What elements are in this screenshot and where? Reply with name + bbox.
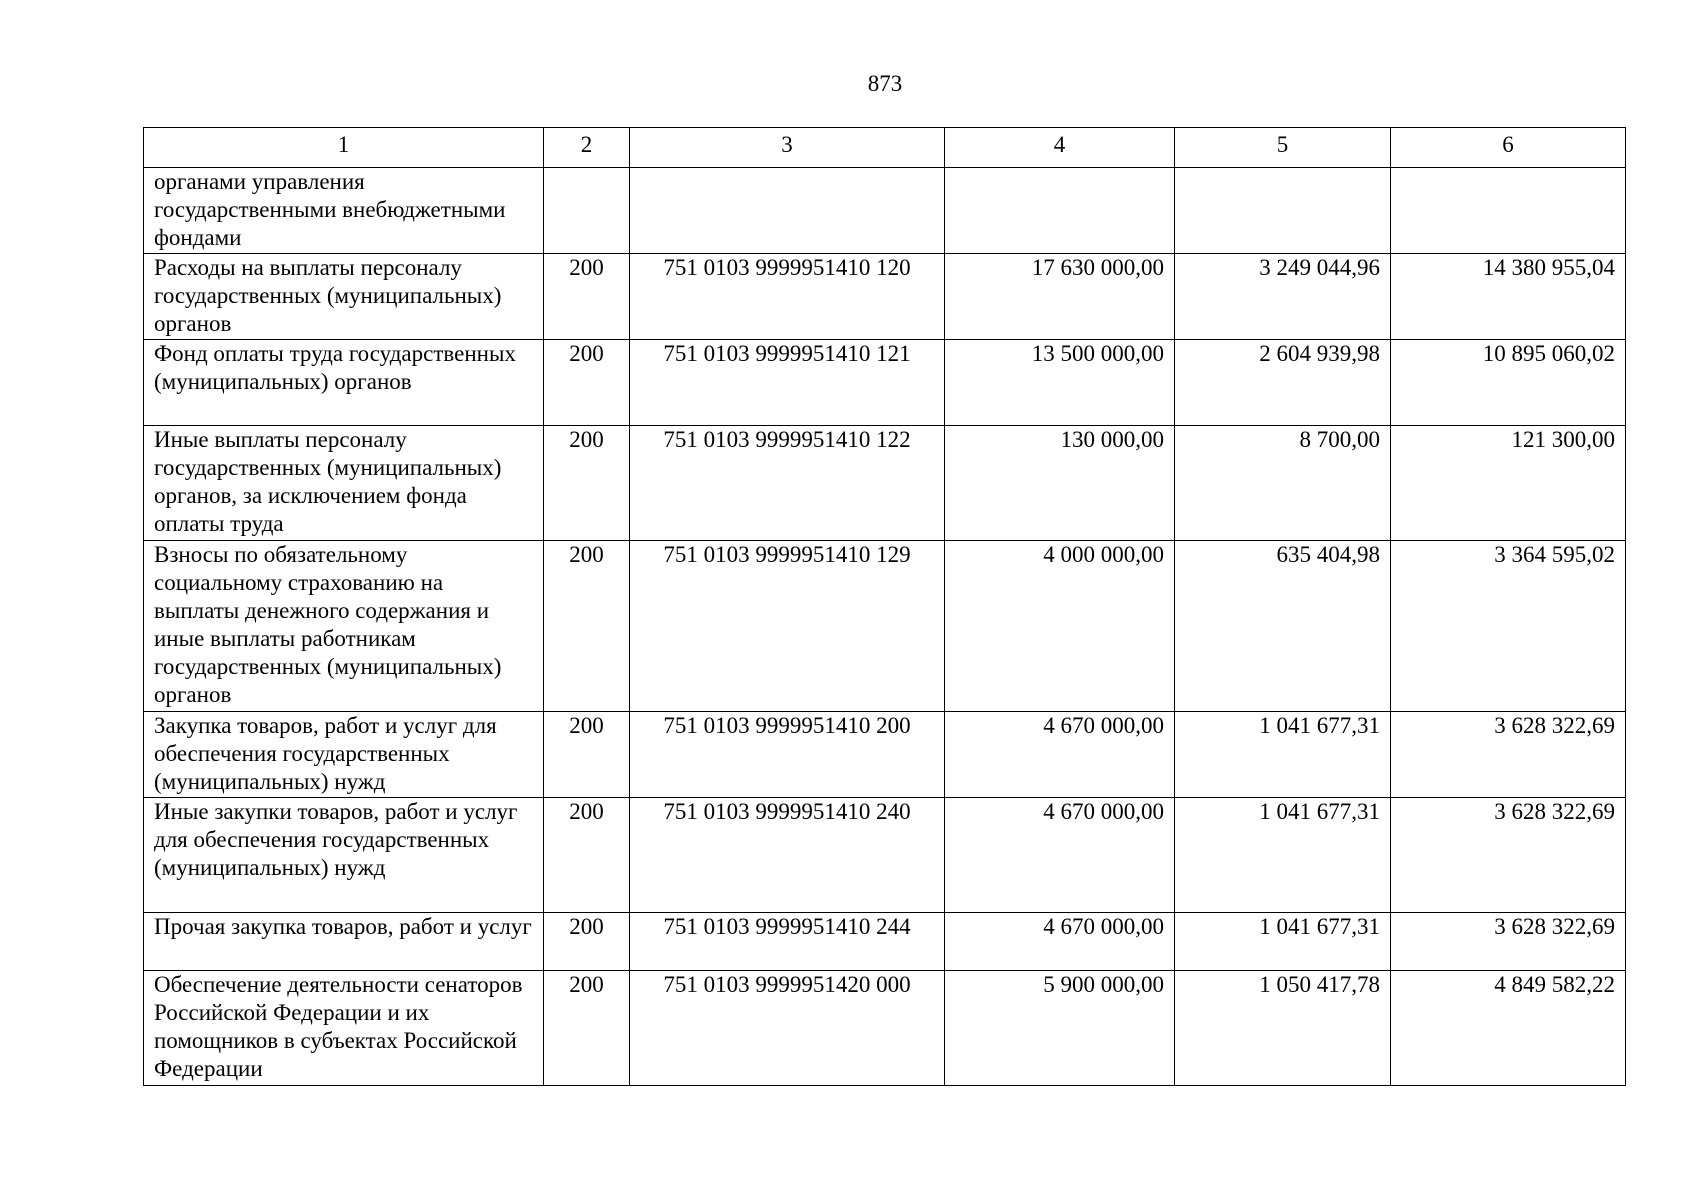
row-unexecuted: 10 895 060,02 (1391, 340, 1626, 426)
column-header-3: 3 (630, 128, 945, 168)
column-header-4: 4 (945, 128, 1175, 168)
row-name: Иные выплаты персоналу государственных (муниципальных) органов, за исключением фонда оплаты труда (144, 426, 544, 541)
row-executed: 1 041 677,31 (1175, 913, 1391, 971)
row-name: Взносы по обязательному социальному страхованию на выплаты денежного содержания и иные выплаты работникам государственных (муниципальных) органов (144, 541, 544, 712)
table-row (144, 168, 1626, 254)
row-unexecuted: 14 380 955,04 (1391, 254, 1626, 340)
row-approved: 4 670 000,00 (945, 798, 1175, 913)
table-row (144, 254, 1626, 340)
column-header-1: 1 (144, 128, 544, 168)
row-unexecuted: 3 364 595,02 (1391, 541, 1626, 712)
table-row (144, 541, 1626, 712)
row-executed: 2 604 939,98 (1175, 340, 1391, 426)
row-line-code: 200 (544, 426, 630, 541)
row-budget-code: 751 0103 9999951410 120 (630, 254, 945, 340)
column-number-row (144, 128, 1626, 168)
column-header-2: 2 (544, 128, 630, 168)
row-line-code: 200 (544, 913, 630, 971)
row-line-code: 200 (544, 541, 630, 712)
row-name: Прочая закупка товаров, работ и услуг (144, 913, 544, 971)
row-budget-code: 751 0103 9999951410 129 (630, 541, 945, 712)
row-executed: 1 041 677,31 (1175, 712, 1391, 798)
row-name: органами управления государственными внебюджетными фондами (144, 168, 544, 254)
row-budget-code: 751 0103 9999951410 240 (630, 798, 945, 913)
row-budget-code: 751 0103 9999951410 121 (630, 340, 945, 426)
row-budget-code: 751 0103 9999951410 200 (630, 712, 945, 798)
row-executed: 8 700,00 (1175, 426, 1391, 541)
row-name: Расходы на выплаты персоналу государственных (муниципальных) органов (144, 254, 544, 340)
row-approved: 4 670 000,00 (945, 913, 1175, 971)
row-budget-code (630, 168, 945, 254)
row-name: Иные закупки товаров, работ и услуг для обеспечения государственных (муниципальных) нужд (144, 798, 544, 913)
row-executed (1175, 168, 1391, 254)
table-row (144, 426, 1626, 541)
row-executed: 3 249 044,96 (1175, 254, 1391, 340)
row-line-code: 200 (544, 254, 630, 340)
row-unexecuted: 3 628 322,69 (1391, 798, 1626, 913)
row-executed: 1 041 677,31 (1175, 798, 1391, 913)
row-approved: 4 670 000,00 (945, 712, 1175, 798)
row-approved: 130 000,00 (945, 426, 1175, 541)
page-number: 873 (867, 71, 903, 96)
row-name: Обеспечение деятельности сенаторов Российской Федерации и их помощников в субъектах Российской Федерации (144, 971, 544, 1086)
row-line-code (544, 168, 630, 254)
row-unexecuted: 3 628 322,69 (1391, 913, 1626, 971)
row-line-code: 200 (544, 712, 630, 798)
row-name: Фонд оплаты труда государственных (муниципальных) органов (144, 340, 544, 426)
row-approved: 17 630 000,00 (945, 254, 1175, 340)
row-budget-code: 751 0103 9999951420 000 (630, 971, 945, 1086)
row-executed: 635 404,98 (1175, 541, 1391, 712)
row-executed: 1 050 417,78 (1175, 971, 1391, 1086)
row-approved: 13 500 000,00 (945, 340, 1175, 426)
table-row (144, 798, 1626, 913)
row-line-code: 200 (544, 340, 630, 426)
column-header-6: 6 (1391, 128, 1626, 168)
row-approved: 4 000 000,00 (945, 541, 1175, 712)
table-row (144, 971, 1626, 1086)
row-unexecuted: 4 849 582,22 (1391, 971, 1626, 1086)
column-header-5: 5 (1175, 128, 1391, 168)
table-row (144, 913, 1626, 971)
row-unexecuted (1391, 168, 1626, 254)
row-unexecuted: 3 628 322,69 (1391, 712, 1626, 798)
table-row (144, 340, 1626, 426)
table-row (144, 712, 1626, 798)
row-approved (945, 168, 1175, 254)
row-unexecuted: 121 300,00 (1391, 426, 1626, 541)
row-line-code: 200 (544, 971, 630, 1086)
row-budget-code: 751 0103 9999951410 244 (630, 913, 945, 971)
budget-execution-table (143, 127, 1626, 1086)
row-budget-code: 751 0103 9999951410 122 (630, 426, 945, 541)
row-name: Закупка товаров, работ и услуг для обеспечения государственных (муниципальных) нужд (144, 712, 544, 798)
row-approved: 5 900 000,00 (945, 971, 1175, 1086)
row-line-code: 200 (544, 798, 630, 913)
